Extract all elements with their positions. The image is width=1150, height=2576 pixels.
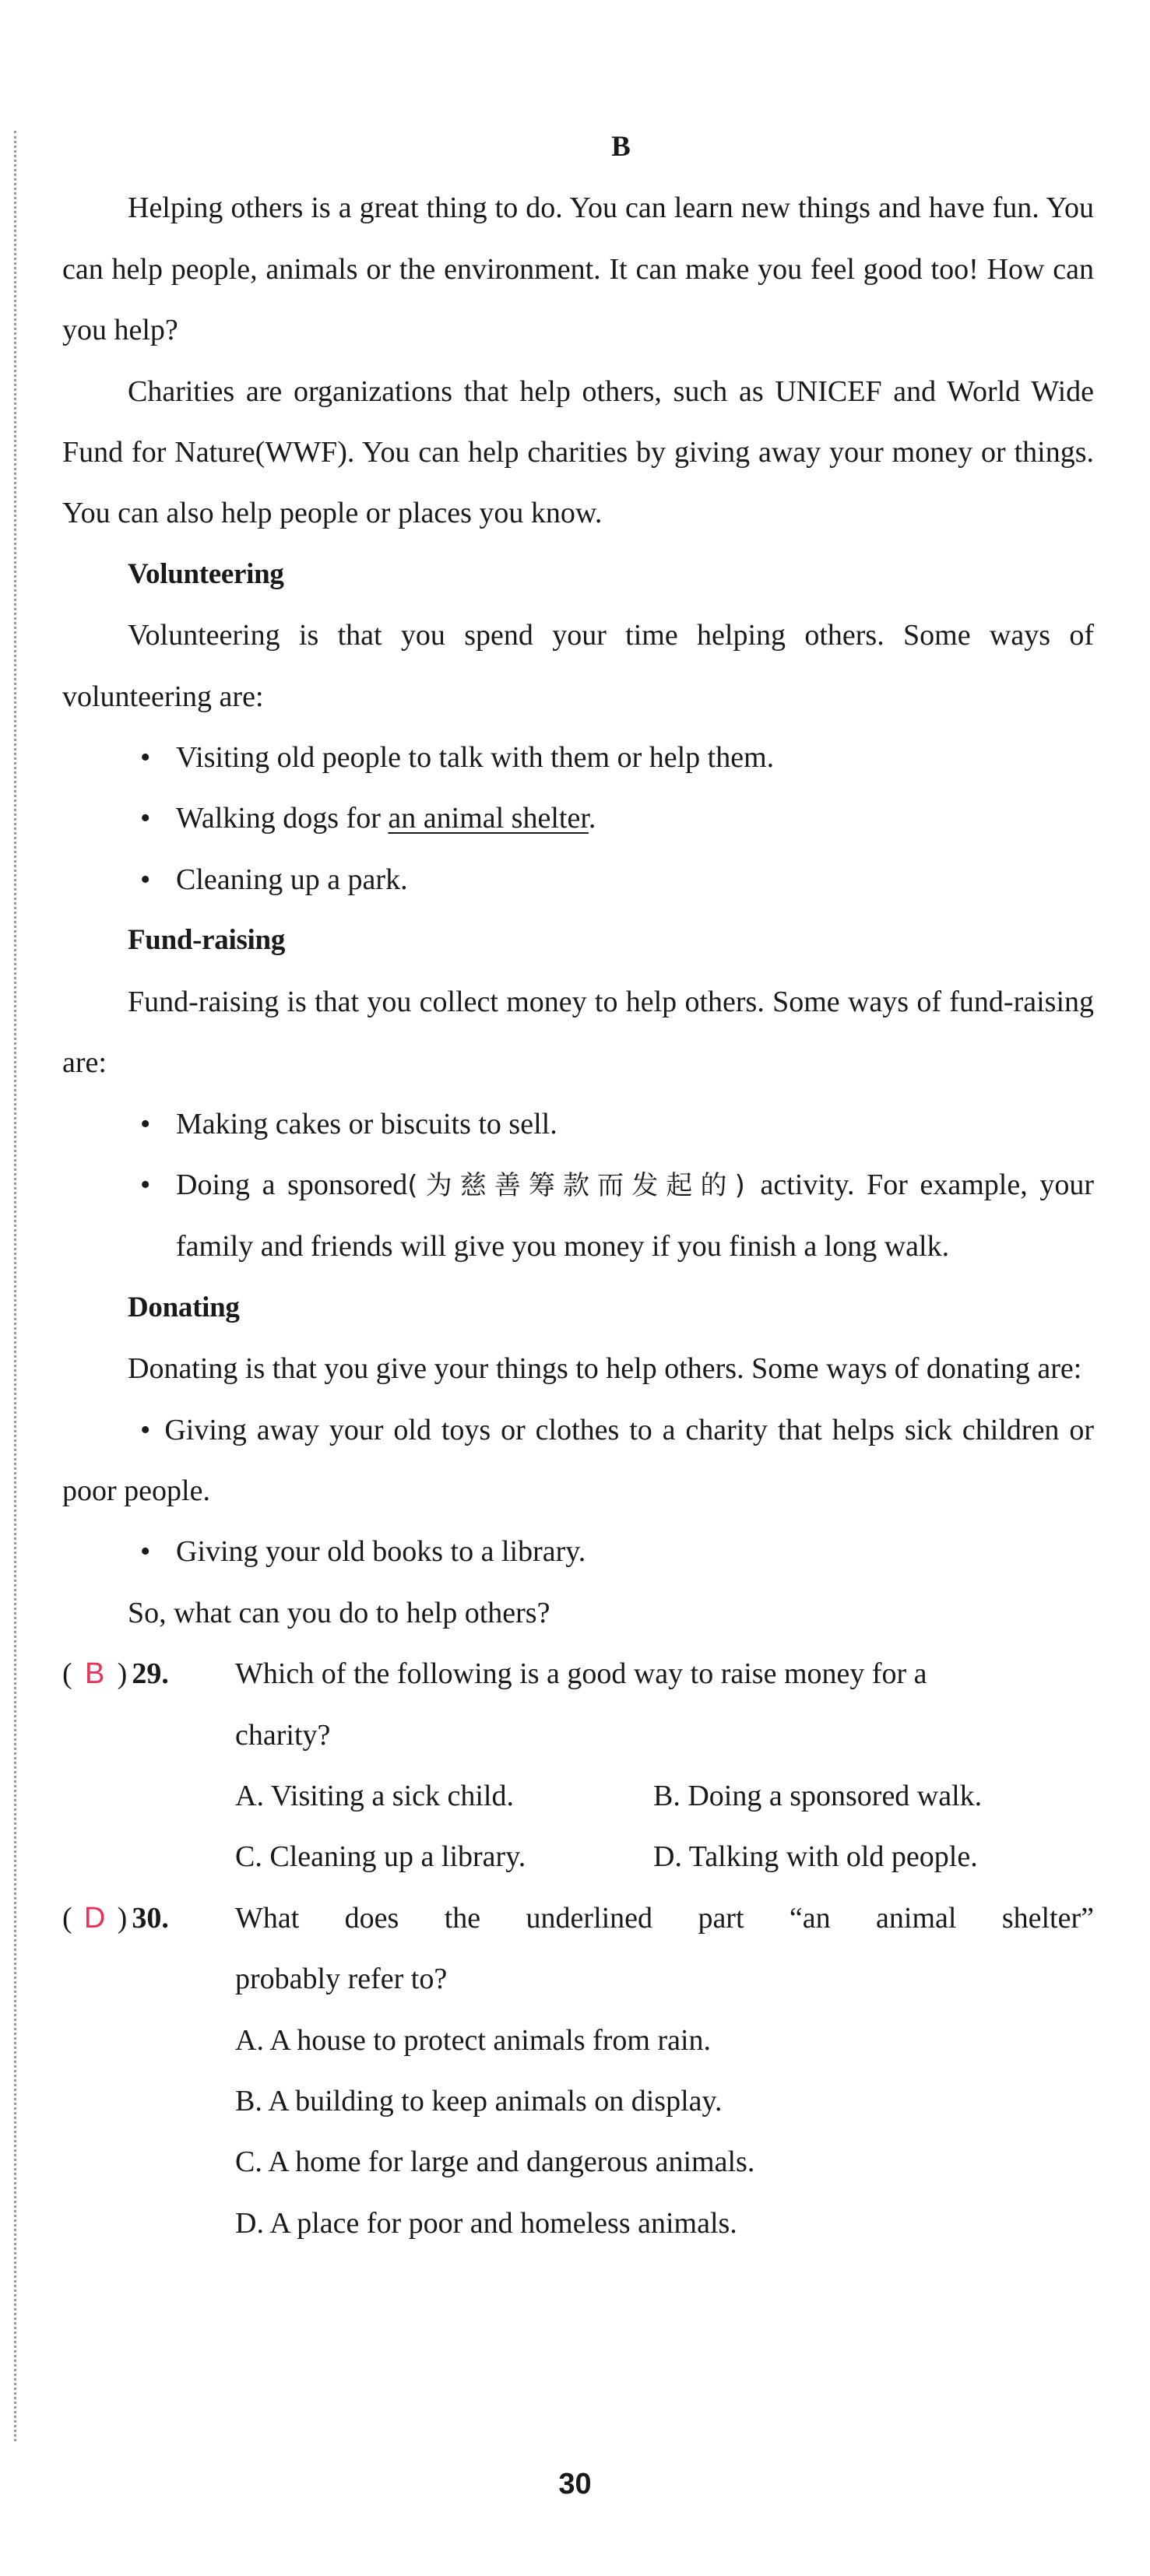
bullet-dot-icon: • xyxy=(140,741,151,775)
fundraising-heading: Fund-raising xyxy=(128,924,286,957)
volunteering-bullet-2: • Walking dogs for an animal shelter. xyxy=(62,788,1094,849)
bullet-dot-icon: • xyxy=(140,863,151,896)
question-stem: What does the underlined part “an animal shelter” xyxy=(235,1901,1094,1935)
option-d: D. Talking with old people. xyxy=(653,1840,978,1874)
option-a: A. A house to protect animals from rain. xyxy=(235,2023,712,2057)
option-b: B. Doing a sponsored walk. xyxy=(653,1779,983,1812)
answer-30: D xyxy=(83,1901,106,1935)
question-stem: Which of the following is a good way to raise money for a xyxy=(235,1657,927,1691)
fundraising-bullet-1: • Making cakes or biscuits to sell. xyxy=(62,1094,1094,1154)
donating-bullet-2: • Giving your old books to a library. xyxy=(62,1521,1094,1582)
option-d: D. A place for poor and homeless animals. xyxy=(235,2206,737,2240)
underlined-phrase: an animal shelter xyxy=(388,802,589,835)
donating-heading: Donating xyxy=(128,1291,240,1323)
closing-question: So, what can you do to help others? xyxy=(128,1596,550,1629)
option-c: C. Cleaning up a library. xyxy=(235,1840,526,1874)
bullet-dot-icon: • xyxy=(140,1107,151,1140)
section-title: B xyxy=(611,131,631,163)
donating-text: Donating is that you give your things to help others. Some ways of donating are: xyxy=(128,1352,1082,1386)
option-c: C. A home for large and dangerous animals. xyxy=(235,2145,755,2179)
question-number: 29. xyxy=(132,1657,169,1691)
question-29-stem-continued: charity? xyxy=(235,1718,331,1752)
volunteering-text: Volunteering is that you spend your time helping others. Some ways of volunteering are: xyxy=(62,619,1094,713)
margin-dotted-line xyxy=(14,131,16,2441)
intro-paragraph-1: Helping others is a great thing to do. You can learn new things and have fun. You can help people, animals or the environment. It can make you feel good too! How can you help? xyxy=(62,192,1094,347)
option-a: A. Visiting a sick child. xyxy=(235,1779,514,1812)
question-29-options-row-2 xyxy=(62,1826,1094,1887)
volunteering-bullet-3: • Cleaning up a park. xyxy=(62,849,1094,910)
answer-bracket: ( D ) 30. xyxy=(62,1888,169,1949)
chinese-gloss: (为慈善筹款而发起的) xyxy=(407,1169,748,1201)
bullet-dot-icon: • xyxy=(140,1413,151,1446)
intro-paragraph-2: Charities are organizations that help others, such as UNICEF and World Wide Fund for Nature(WWF). You can help charities by giving away your money or things. You can also help people or places you know. xyxy=(62,374,1094,530)
answer-bracket: ( B ) 29. xyxy=(62,1643,169,1704)
donating-bullet-1: • Giving away your old toys or clothes to a charity that helps sick children or poor people. xyxy=(62,1413,1094,1507)
page-number: 30 xyxy=(558,2468,592,2500)
option-b: B. A building to keep animals on display. xyxy=(235,2085,723,2117)
reading-page xyxy=(62,117,1094,2254)
question-30 xyxy=(62,1888,1094,1949)
volunteering-heading: Volunteering xyxy=(128,557,284,590)
question-30-stem-continued: probably refer to? xyxy=(235,1963,448,1996)
bullet-dot-icon: • xyxy=(140,1535,151,1569)
question-29-options-row-1 xyxy=(62,1766,1094,1826)
answer-29: B xyxy=(84,1657,105,1691)
question-number: 30. xyxy=(132,1901,169,1935)
volunteering-bullet-1: • Visiting old people to talk with them or help them. xyxy=(62,727,1094,788)
fundraising-text: Fund-raising is that you collect money to help others. Some ways of fund-raising are: xyxy=(62,985,1094,1080)
bullet-dot-icon: • xyxy=(140,1168,151,1201)
fundraising-bullet-2: • Doing a sponsored(为慈善筹款而发起的) activity. For example, your family and friends will give you money if you finish a long walk. xyxy=(62,1154,1094,1277)
question-29 xyxy=(62,1643,1094,1704)
bullet-dot-icon: • xyxy=(140,802,151,835)
